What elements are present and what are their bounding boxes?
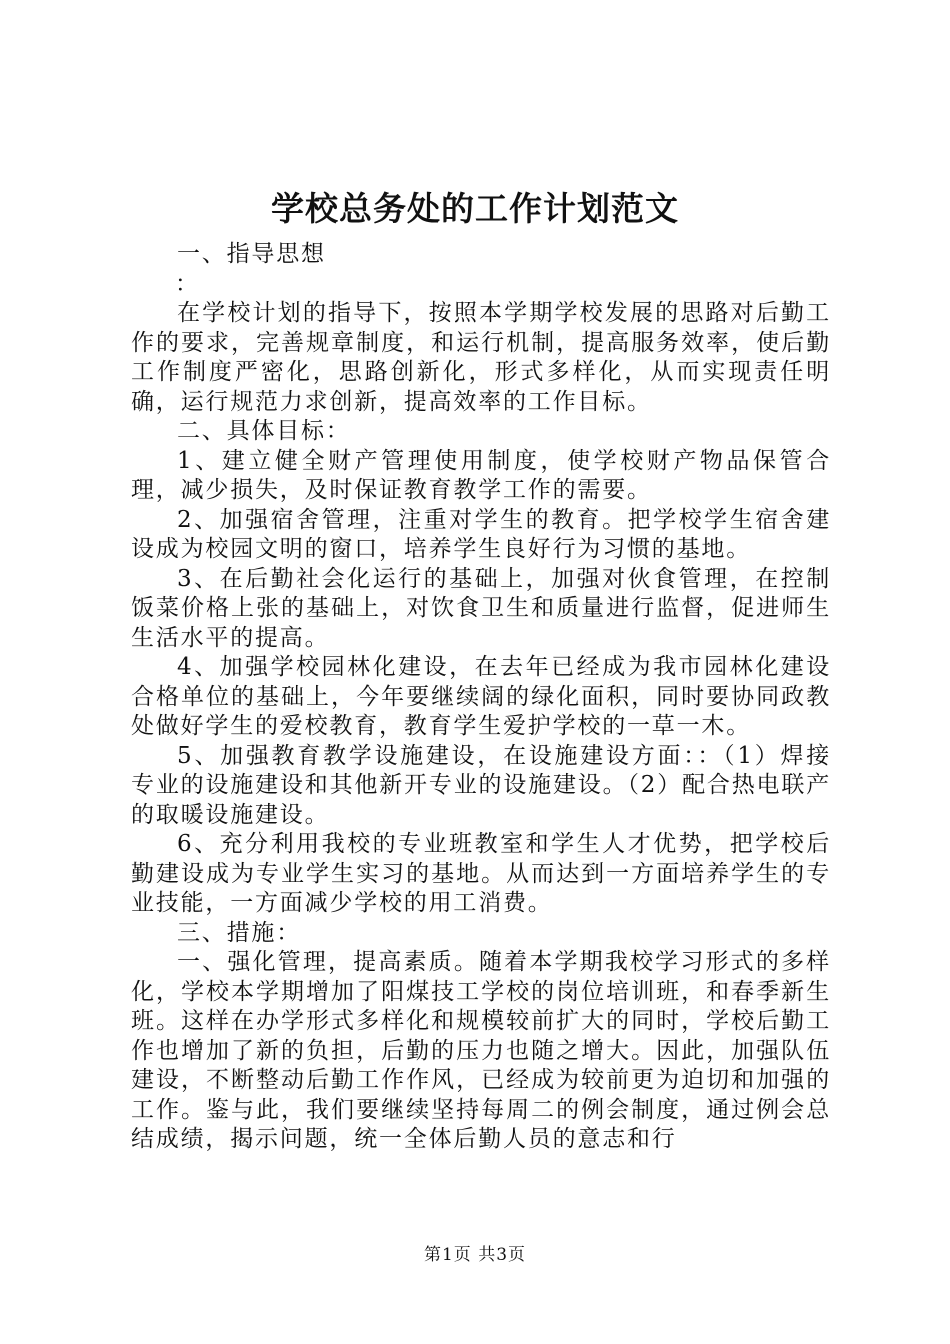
stray-colon: ： [175, 270, 198, 297]
page-footer: 第1页 共3页 [423, 1245, 527, 1265]
goal-item-3: 3、在后勤社会化运行的基础上，加强对伙食管理，在控制饭菜价格上张的基础上，对饮食卫生和质量进行监督，促进师生生活水平的提高。 [131, 565, 831, 651]
section-heading-guiding-ideology: 一、指导思想 [177, 241, 326, 267]
paragraph-guiding-ideology: 在学校计划的指导下，按照本学期学校发展的思路对后勤工作的要求，完善规章制度，和运行机制，提高服务效率，使后勤工作制度严密化，思路创新化，形式多样化，从而实现责任明确，运行规范力求创新，提高效率的工作目标。 [131, 300, 831, 415]
measure-item-1: 一、强化管理，提高素质。随着本学期我校学习形式的多样化，学校本学期增加了阳煤技工学校的岗位培训班，和春季新生班。这样在办学形式多样化和规模较前扩大的同时，学校后勤工作也增加了新的负担，后勤的压力也随之增大。因此，加强队伍建设，不断整动后勤工作作风，已经成为较前更为迫切和加强的工作。鉴与此，我们要继续坚持每周二的例会制度，通过例会总结成绩，揭示问题，统一全体后勤人员的意志和行 [131, 949, 831, 1152]
section-heading-measures: 三、措施： [177, 919, 301, 946]
goal-item-1: 1、建立健全财产管理使用制度，使学校财产物品保管合理，减少损失，及时保证教育教学工作的需要。 [131, 447, 831, 503]
section-heading-specific-goals: 二、具体目标： [177, 418, 351, 444]
goal-item-6: 6、充分利用我校的专业班教室和学生人才优势，把学校后勤建设成为专业学生实习的基地。从而达到一方面培养学生的专业技能，一方面减少学校的用工消费。 [131, 831, 831, 916]
document-body [131, 240, 831, 1155]
goal-item-4: 4、加强学校园林化建设，在去年已经成为我市园林化建设合格单位的基础上，今年要继续阔的绿化面积，同时要协同政教处做好学生的爱校教育，教育学生爱护学校的一草一木。 [131, 654, 831, 739]
goal-item-5: 5、加强教育教学设施建设，在设施建设方面：：（1）焊接专业的设施建设和其他新开专业的设施建设。（2）配合热电联产的取暖设施建设。 [131, 742, 831, 828]
document-title: 学校总务处的工作计划范文 [271, 189, 679, 228]
goal-item-2: 2、加强宿舍管理，注重对学生的教育。把学校学生宿舍建设成为校园文明的窗口，培养学生良好行为习惯的基地。 [131, 506, 831, 562]
